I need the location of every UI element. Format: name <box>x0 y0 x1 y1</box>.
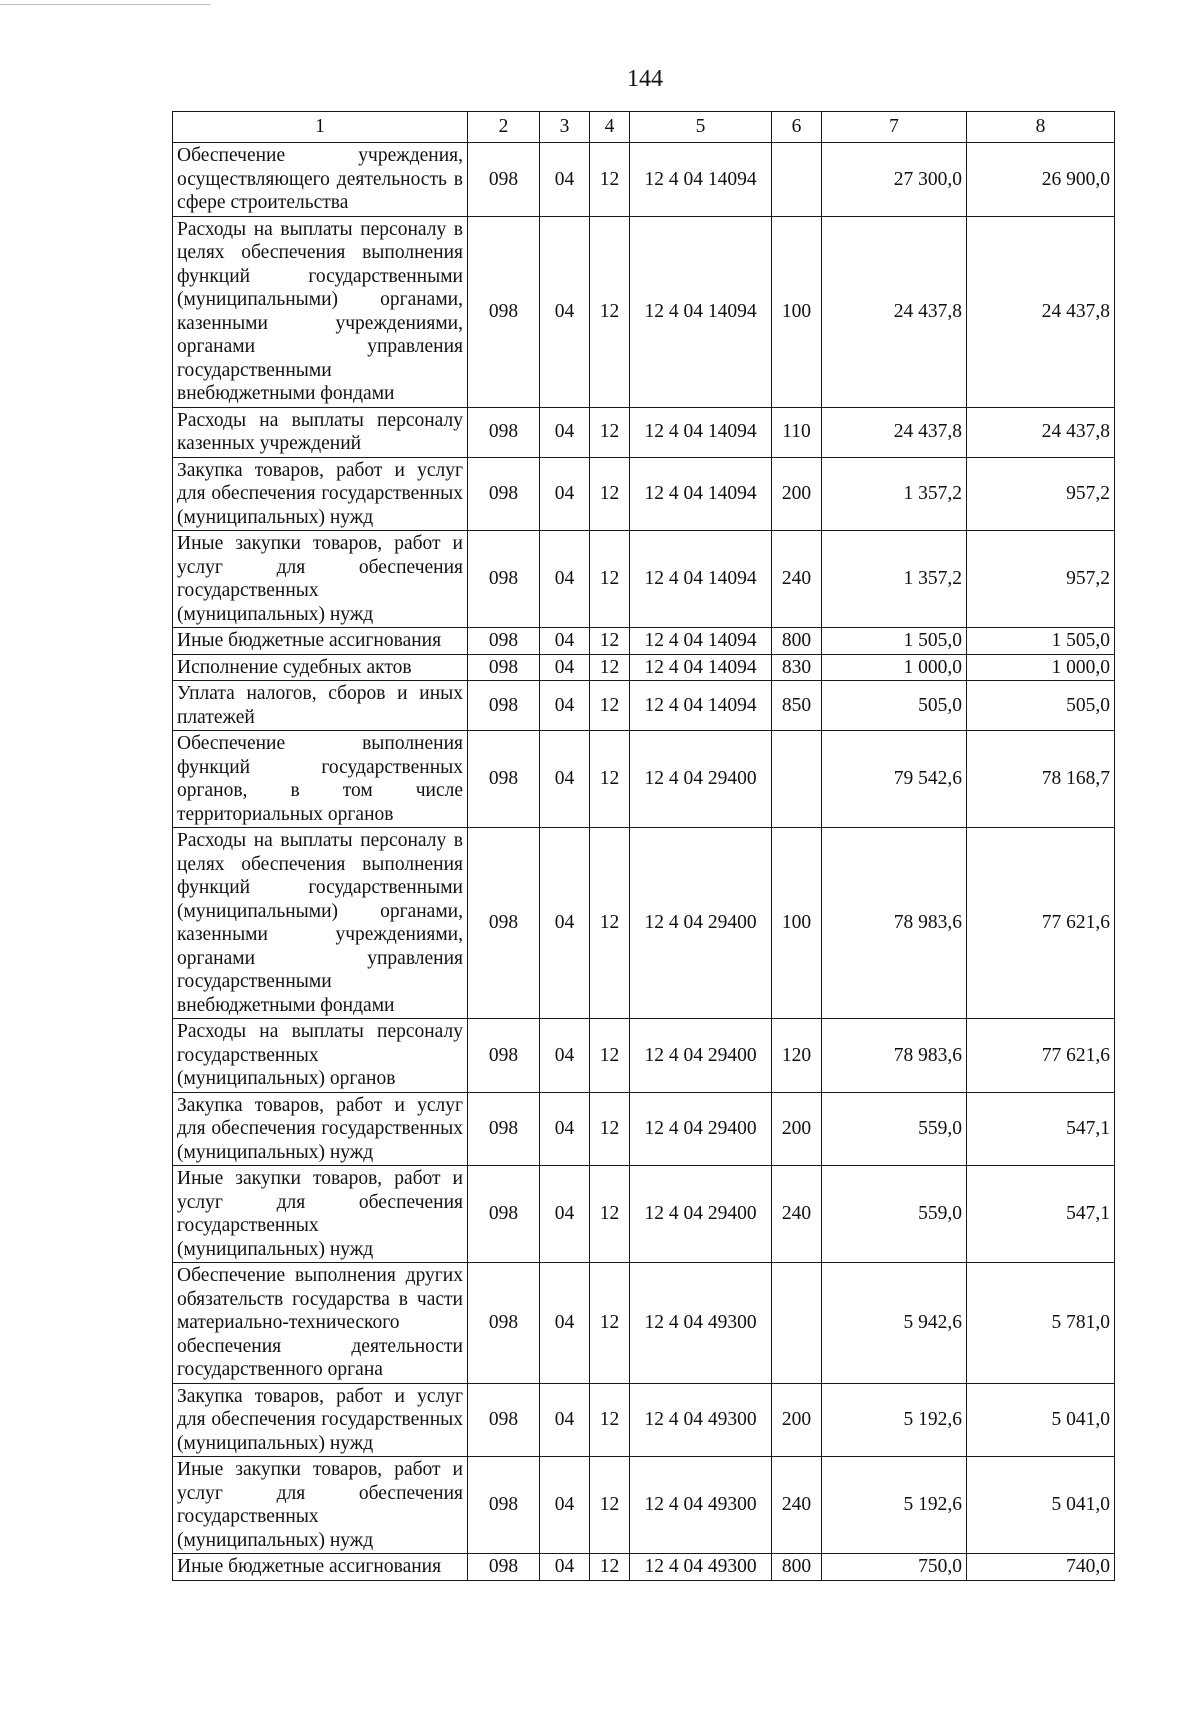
table-row <box>173 731 1115 828</box>
expense-type-code: 110 <box>772 407 822 457</box>
amount-year-2: 78 168,7 <box>967 731 1115 828</box>
ministry-code: 098 <box>468 654 540 681</box>
expense-type-code: 830 <box>772 654 822 681</box>
subsection-code: 12 <box>590 1166 630 1263</box>
subsection-code: 12 <box>590 1092 630 1166</box>
ministry-code: 098 <box>468 1383 540 1457</box>
section-code: 04 <box>540 216 590 407</box>
target-item-code: 12 4 04 14094 <box>630 457 772 531</box>
subsection-code: 12 <box>590 654 630 681</box>
amount-year-1: 559,0 <box>822 1166 967 1263</box>
column-header: 7 <box>822 112 967 143</box>
amount-year-1: 1 505,0 <box>822 628 967 655</box>
ministry-code: 098 <box>468 828 540 1019</box>
amount-year-2: 5 781,0 <box>967 1263 1115 1384</box>
target-item-code: 12 4 04 14094 <box>630 143 772 217</box>
target-item-code: 12 4 04 14094 <box>630 531 772 628</box>
row-label: Обеспечение выполнения других обязательств государства в части материально-технического обеспечения деятельности государственного органа <box>173 1263 468 1384</box>
target-item-code: 12 4 04 49300 <box>630 1263 772 1384</box>
subsection-code: 12 <box>590 828 630 1019</box>
ministry-code: 098 <box>468 1092 540 1166</box>
expense-type-code: 200 <box>772 1092 822 1166</box>
amount-year-1: 27 300,0 <box>822 143 967 217</box>
ministry-code: 098 <box>468 681 540 731</box>
amount-year-2: 24 437,8 <box>967 407 1115 457</box>
amount-year-2: 26 900,0 <box>967 143 1115 217</box>
subsection-code: 12 <box>590 143 630 217</box>
column-header: 5 <box>630 112 772 143</box>
target-item-code: 12 4 04 29400 <box>630 828 772 1019</box>
target-item-code: 12 4 04 14094 <box>630 407 772 457</box>
target-item-code: 12 4 04 14094 <box>630 681 772 731</box>
amount-year-2: 1 505,0 <box>967 628 1115 655</box>
ministry-code: 098 <box>468 531 540 628</box>
section-code: 04 <box>540 531 590 628</box>
expense-type-code <box>772 731 822 828</box>
row-label: Обеспечение выполнения функций государственных органов, в том числе территориальных органов <box>173 731 468 828</box>
column-header: 8 <box>967 112 1115 143</box>
amount-year-1: 559,0 <box>822 1092 967 1166</box>
expense-type-code: 200 <box>772 1383 822 1457</box>
row-label: Расходы на выплаты персоналу казенных учреждений <box>173 407 468 457</box>
amount-year-1: 1 357,2 <box>822 457 967 531</box>
amount-year-2: 740,0 <box>967 1554 1115 1581</box>
amount-year-2: 5 041,0 <box>967 1383 1115 1457</box>
table-row <box>173 143 1115 217</box>
subsection-code: 12 <box>590 531 630 628</box>
ministry-code: 098 <box>468 1166 540 1263</box>
table-row <box>173 654 1115 681</box>
expense-type-code: 120 <box>772 1019 822 1093</box>
expense-type-code: 800 <box>772 628 822 655</box>
amount-year-2: 77 621,6 <box>967 1019 1115 1093</box>
row-label: Иные закупки товаров, работ и услуг для обеспечения государственных (муниципальных) нужд <box>173 1457 468 1554</box>
page-number: 144 <box>627 66 663 92</box>
expense-type-code: 240 <box>772 1166 822 1263</box>
expense-type-code: 850 <box>772 681 822 731</box>
row-label: Иные закупки товаров, работ и услуг для обеспечения государственных (муниципальных) нужд <box>173 1166 468 1263</box>
amount-year-2: 24 437,8 <box>967 216 1115 407</box>
subsection-code: 12 <box>590 1383 630 1457</box>
amount-year-2: 77 621,6 <box>967 828 1115 1019</box>
table-row <box>173 531 1115 628</box>
budget-table <box>172 111 1115 1581</box>
expense-type-code <box>772 143 822 217</box>
row-label: Уплата налогов, сборов и иных платежей <box>173 681 468 731</box>
expense-type-code: 800 <box>772 1554 822 1581</box>
amount-year-2: 1 000,0 <box>967 654 1115 681</box>
ministry-code: 098 <box>468 216 540 407</box>
amount-year-1: 505,0 <box>822 681 967 731</box>
amount-year-1: 24 437,8 <box>822 407 967 457</box>
row-label: Иные бюджетные ассигнования <box>173 1554 468 1581</box>
expense-type-code <box>772 1263 822 1384</box>
target-item-code: 12 4 04 29400 <box>630 731 772 828</box>
table-row <box>173 1263 1115 1384</box>
amount-year-2: 547,1 <box>967 1092 1115 1166</box>
section-code: 04 <box>540 1383 590 1457</box>
section-code: 04 <box>540 628 590 655</box>
table-row <box>173 1554 1115 1581</box>
subsection-code: 12 <box>590 1019 630 1093</box>
column-header: 4 <box>590 112 630 143</box>
target-item-code: 12 4 04 29400 <box>630 1019 772 1093</box>
table-row <box>173 1092 1115 1166</box>
column-header: 2 <box>468 112 540 143</box>
amount-year-1: 78 983,6 <box>822 828 967 1019</box>
target-item-code: 12 4 04 29400 <box>630 1092 772 1166</box>
table-row <box>173 681 1115 731</box>
expense-type-code: 100 <box>772 216 822 407</box>
table-row <box>173 1019 1115 1093</box>
section-code: 04 <box>540 1092 590 1166</box>
subsection-code: 12 <box>590 1263 630 1384</box>
amount-year-1: 5 942,6 <box>822 1263 967 1384</box>
ministry-code: 098 <box>468 1554 540 1581</box>
table-row <box>173 628 1115 655</box>
section-code: 04 <box>540 731 590 828</box>
target-item-code: 12 4 04 14094 <box>630 654 772 681</box>
target-item-code: 12 4 04 29400 <box>630 1166 772 1263</box>
column-header: 3 <box>540 112 590 143</box>
amount-year-1: 5 192,6 <box>822 1383 967 1457</box>
ministry-code: 098 <box>468 628 540 655</box>
table-row <box>173 216 1115 407</box>
table-row <box>173 1457 1115 1554</box>
amount-year-2: 957,2 <box>967 531 1115 628</box>
expense-type-code: 240 <box>772 1457 822 1554</box>
target-item-code: 12 4 04 49300 <box>630 1457 772 1554</box>
amount-year-1: 24 437,8 <box>822 216 967 407</box>
ministry-code: 098 <box>468 1019 540 1093</box>
ministry-code: 098 <box>468 731 540 828</box>
scan-artifact-line <box>0 4 210 5</box>
row-label: Закупка товаров, работ и услуг для обеспечения государственных (муниципальных) нужд <box>173 1383 468 1457</box>
row-label: Расходы на выплаты персоналу в целях обеспечения выполнения функций государственными (муниципальными) органами, казенными учреждениями, органами управления государственными внебюджетными фондами <box>173 216 468 407</box>
expense-type-code: 240 <box>772 531 822 628</box>
subsection-code: 12 <box>590 216 630 407</box>
amount-year-2: 957,2 <box>967 457 1115 531</box>
target-item-code: 12 4 04 49300 <box>630 1383 772 1457</box>
amount-year-2: 505,0 <box>967 681 1115 731</box>
subsection-code: 12 <box>590 628 630 655</box>
section-code: 04 <box>540 1166 590 1263</box>
table-row <box>173 1383 1115 1457</box>
target-item-code: 12 4 04 14094 <box>630 216 772 407</box>
target-item-code: 12 4 04 14094 <box>630 628 772 655</box>
amount-year-1: 79 542,6 <box>822 731 967 828</box>
row-label: Исполнение судебных актов <box>173 654 468 681</box>
section-code: 04 <box>540 828 590 1019</box>
expense-type-code: 100 <box>772 828 822 1019</box>
ministry-code: 098 <box>468 407 540 457</box>
ministry-code: 098 <box>468 1263 540 1384</box>
section-code: 04 <box>540 1554 590 1581</box>
subsection-code: 12 <box>590 731 630 828</box>
row-label: Иные бюджетные ассигнования <box>173 628 468 655</box>
row-label: Расходы на выплаты персоналу в целях обеспечения выполнения функций государственными (муниципальными) органами, казенными учреждениями, органами управления государственными внебюджетными фондами <box>173 828 468 1019</box>
section-code: 04 <box>540 1457 590 1554</box>
table-row <box>173 828 1115 1019</box>
column-header: 6 <box>772 112 822 143</box>
section-code: 04 <box>540 1263 590 1384</box>
target-item-code: 12 4 04 49300 <box>630 1554 772 1581</box>
subsection-code: 12 <box>590 1457 630 1554</box>
subsection-code: 12 <box>590 681 630 731</box>
row-label: Закупка товаров, работ и услуг для обеспечения государственных (муниципальных) нужд <box>173 457 468 531</box>
row-label: Закупка товаров, работ и услуг для обеспечения государственных (муниципальных) нужд <box>173 1092 468 1166</box>
section-code: 04 <box>540 1019 590 1093</box>
table-body <box>173 143 1115 1581</box>
table-row <box>173 1166 1115 1263</box>
amount-year-2: 5 041,0 <box>967 1457 1115 1554</box>
section-code: 04 <box>540 143 590 217</box>
ministry-code: 098 <box>468 457 540 531</box>
row-label: Расходы на выплаты персоналу государственных (муниципальных) органов <box>173 1019 468 1093</box>
table-row <box>173 407 1115 457</box>
amount-year-1: 78 983,6 <box>822 1019 967 1093</box>
section-code: 04 <box>540 457 590 531</box>
amount-year-1: 1 000,0 <box>822 654 967 681</box>
row-label: Обеспечение учреждения, осуществляющего деятельность в сфере строительства <box>173 143 468 217</box>
subsection-code: 12 <box>590 407 630 457</box>
subsection-code: 12 <box>590 457 630 531</box>
row-label: Иные закупки товаров, работ и услуг для обеспечения государственных (муниципальных) нужд <box>173 531 468 628</box>
section-code: 04 <box>540 681 590 731</box>
table-row <box>173 457 1115 531</box>
section-code: 04 <box>540 654 590 681</box>
expense-type-code: 200 <box>772 457 822 531</box>
amount-year-1: 5 192,6 <box>822 1457 967 1554</box>
table-header-row <box>173 112 1115 143</box>
section-code: 04 <box>540 407 590 457</box>
amount-year-1: 1 357,2 <box>822 531 967 628</box>
subsection-code: 12 <box>590 1554 630 1581</box>
amount-year-1: 750,0 <box>822 1554 967 1581</box>
ministry-code: 098 <box>468 1457 540 1554</box>
ministry-code: 098 <box>468 143 540 217</box>
amount-year-2: 547,1 <box>967 1166 1115 1263</box>
column-header: 1 <box>173 112 468 143</box>
